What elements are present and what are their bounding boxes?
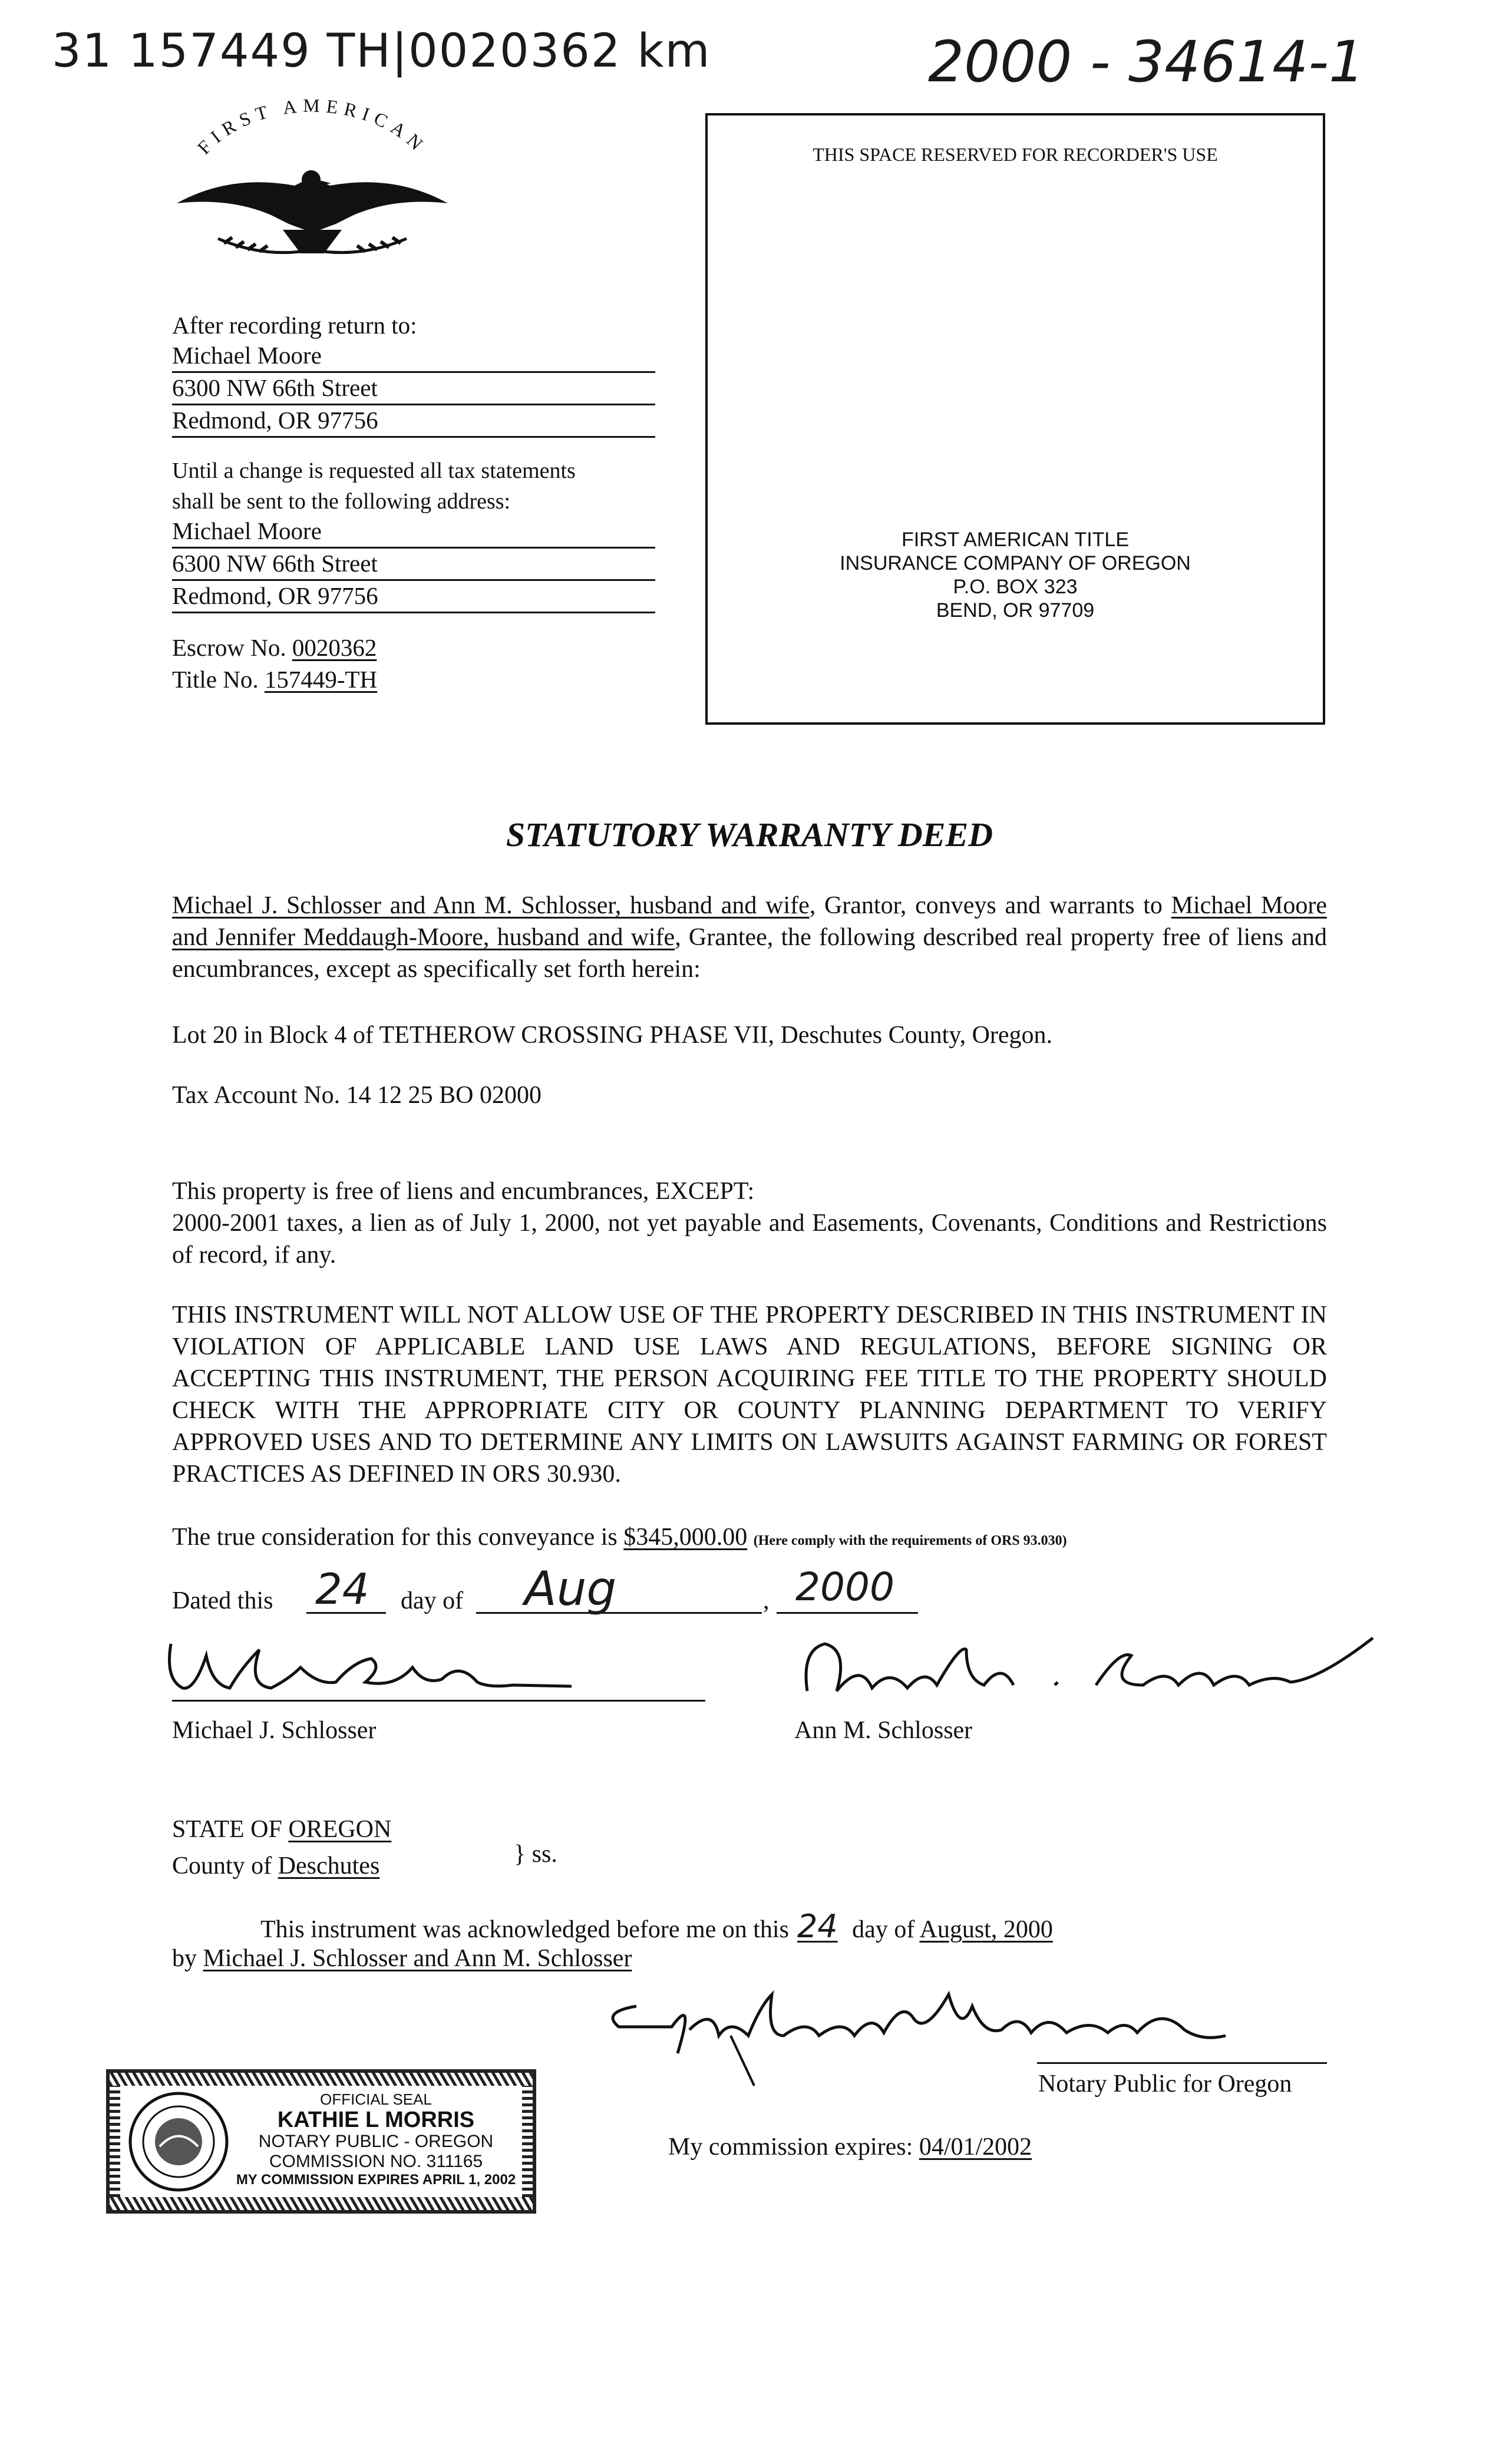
stamp-line-1: FIRST AMERICAN TITLE — [901, 529, 1130, 551]
seal-lines — [233, 2090, 519, 2188]
tax-account: Tax Account No. 14 12 25 BO 02000 — [172, 1082, 542, 1109]
dated-month: Aug — [524, 1561, 617, 1616]
stamp-line-4: BEND, OR 97709 — [936, 599, 1095, 622]
ack-prefix: This instrument was acknowledged before me on this — [260, 1916, 789, 1943]
ss-marker: } ss. — [514, 1841, 557, 1868]
county-value: Deschutes — [278, 1852, 380, 1880]
tax-statement-label-1: Until a change is requested all tax statements — [172, 458, 576, 483]
escrow-number — [172, 632, 377, 663]
ack-by-prefix: by — [172, 1945, 197, 1972]
seal-border-left — [110, 2086, 120, 2197]
seal-line-4: COMMISSION NO. 311165 — [269, 2152, 483, 2171]
county-label: County of — [172, 1852, 272, 1880]
consideration-note: (Here comply with the requirements of ORS 93.030) — [753, 1533, 1067, 1548]
seal-line-5: MY COMMISSION EXPIRES APRIL 1, 2002 — [236, 2172, 516, 2188]
legal-description: Lot 20 in Block 4 of TETHEROW CROSSING PHASE VII, Deschutes County, Oregon. — [172, 1022, 1053, 1049]
ack-month-year: August, 2000 — [919, 1916, 1053, 1943]
first-american-logo — [159, 97, 465, 274]
commission-line — [668, 2131, 1032, 2163]
signer-2-name: Ann M. Schlosser — [794, 1717, 973, 1744]
grant-paragraph — [172, 890, 1327, 985]
tax-statement-address — [172, 516, 655, 613]
svg-text:FIRST AMERICAN — [193, 97, 431, 158]
tax-statement-name: Michael Moore — [172, 516, 655, 549]
signature-ann — [790, 1626, 1391, 1709]
seal-border-top — [110, 2073, 533, 2086]
seal-line-1: OFFICIAL SEAL — [320, 2090, 432, 2108]
grantor-names: Michael J. Schlosser and Ann M. Schlosser, husband and wife — [172, 892, 810, 919]
state-seal-icon — [127, 2090, 230, 2194]
dated-day: 24 — [315, 1564, 369, 1614]
handwritten-file-number: 31 157449 TH|0020362 km — [52, 25, 711, 78]
logo-arc-text: FIRST AMERICAN — [193, 97, 432, 158]
notary-title: Notary Public for Oregon — [1038, 2070, 1292, 2098]
ack-day: 24 — [797, 1908, 838, 1945]
return-to-label: After recording return to: — [172, 312, 417, 339]
state-line — [172, 1814, 391, 1845]
tax-statement-city: Redmond, OR 97756 — [172, 581, 655, 613]
tax-statement-street: 6300 NW 66th Street — [172, 549, 655, 581]
handwritten-recording-number: 2000 - 34614-1 — [928, 29, 1365, 95]
ack-by-names: Michael J. Schlosser and Ann M. Schlosser — [203, 1945, 632, 1972]
grantee-names: Michael Moore and Jennifer Meddaugh-Moore, husband and wife — [172, 892, 1327, 951]
dated-comma: , — [763, 1587, 770, 1614]
acknowledgment-line — [260, 1908, 1053, 1946]
grantee-suffix: , Grantee, the following described real property free of liens and encumbrances, except as specifically set forth herein: — [172, 924, 1327, 983]
tax-statement-label-2: shall be sent to the following address: — [172, 489, 511, 514]
state-label: STATE OF — [172, 1816, 282, 1843]
grantor-suffix: , Grantor, conveys and warrants to — [809, 892, 1171, 919]
stamp-line-3: P.O. BOX 323 — [953, 576, 1078, 598]
escrow-label: Escrow No. — [172, 634, 286, 661]
consideration-prefix: The true consideration for this conveyance is — [172, 1524, 624, 1551]
signer-1-name: Michael J. Schlosser — [172, 1717, 377, 1744]
escrow-value: 0020362 — [292, 634, 377, 661]
seal-line-2: KATHIE L MORRIS — [277, 2108, 475, 2132]
seal-border-right — [522, 2086, 533, 2197]
exceptions-text: 2000-2001 taxes, a lien as of July 1, 2000, not yet payable and Easements, Covenants, Conditions and Restrictions of record, if any. — [172, 1210, 1327, 1269]
recorder-use-box — [705, 113, 1325, 725]
acknowledged-by — [172, 1943, 632, 1974]
return-to-street: 6300 NW 66th Street — [172, 373, 655, 405]
state-value: OREGON — [288, 1816, 392, 1843]
title-number — [172, 663, 377, 695]
recorder-stamp — [708, 528, 1323, 622]
commission-label: My commission expires: — [668, 2133, 913, 2161]
official-seal — [106, 2069, 536, 2214]
exceptions-intro: This property is free of liens and encumbrances, EXCEPT: — [172, 1178, 755, 1205]
commission-date: 04/01/2002 — [919, 2133, 1032, 2161]
title-label: Title No. — [172, 666, 259, 693]
return-to-address — [172, 341, 655, 438]
ack-mid: day of — [852, 1916, 915, 1943]
eagle-logo-icon — [159, 97, 465, 274]
land-use-warning: THIS INSTRUMENT WILL NOT ALLOW USE OF THE PROPERTY DESCRIBED IN THIS INSTRUMENT IN VIOLATION OF APPLICABLE LAND USE LAWS AND REGULATIONS, BEFORE SIGNING OR ACCEPTING THIS INSTRUMENT, THE PERSON ACQUIRING FEE TITLE TO THE PROPERTY SHOULD CHECK WITH THE APPROPRIATE CITY OR COUNTY PLANNING DEPARTMENT TO VERIFY APPROVED USES AND TO DETERMINE ANY LIMITS ON LAWSUITS AGAINST FARMING OR FOREST PRACTICES AS DEFINED IN ORS 30.930. — [172, 1302, 1327, 1488]
dated-prefix: Dated this — [172, 1587, 273, 1614]
county-line — [172, 1850, 379, 1882]
consideration — [172, 1521, 1067, 1557]
deed-title: STATUTORY WARRANTY DEED — [506, 815, 993, 854]
return-to-name: Michael Moore — [172, 341, 655, 373]
signature-michael — [159, 1632, 707, 1703]
title-value: 157449-TH — [264, 666, 378, 693]
consideration-amount: $345,000.00 — [623, 1524, 748, 1551]
dated-mid: day of — [401, 1587, 464, 1614]
stamp-line-2: INSURANCE COMPANY OF OREGON — [840, 552, 1191, 574]
recorder-space-label: THIS SPACE RESERVED FOR RECORDER'S USE — [813, 144, 1218, 165]
dated-year: 2000 — [795, 1564, 894, 1610]
seal-border-bottom — [110, 2197, 533, 2210]
return-to-city: Redmond, OR 97756 — [172, 405, 655, 438]
seal-line-3: NOTARY PUBLIC - OREGON — [258, 2132, 494, 2151]
